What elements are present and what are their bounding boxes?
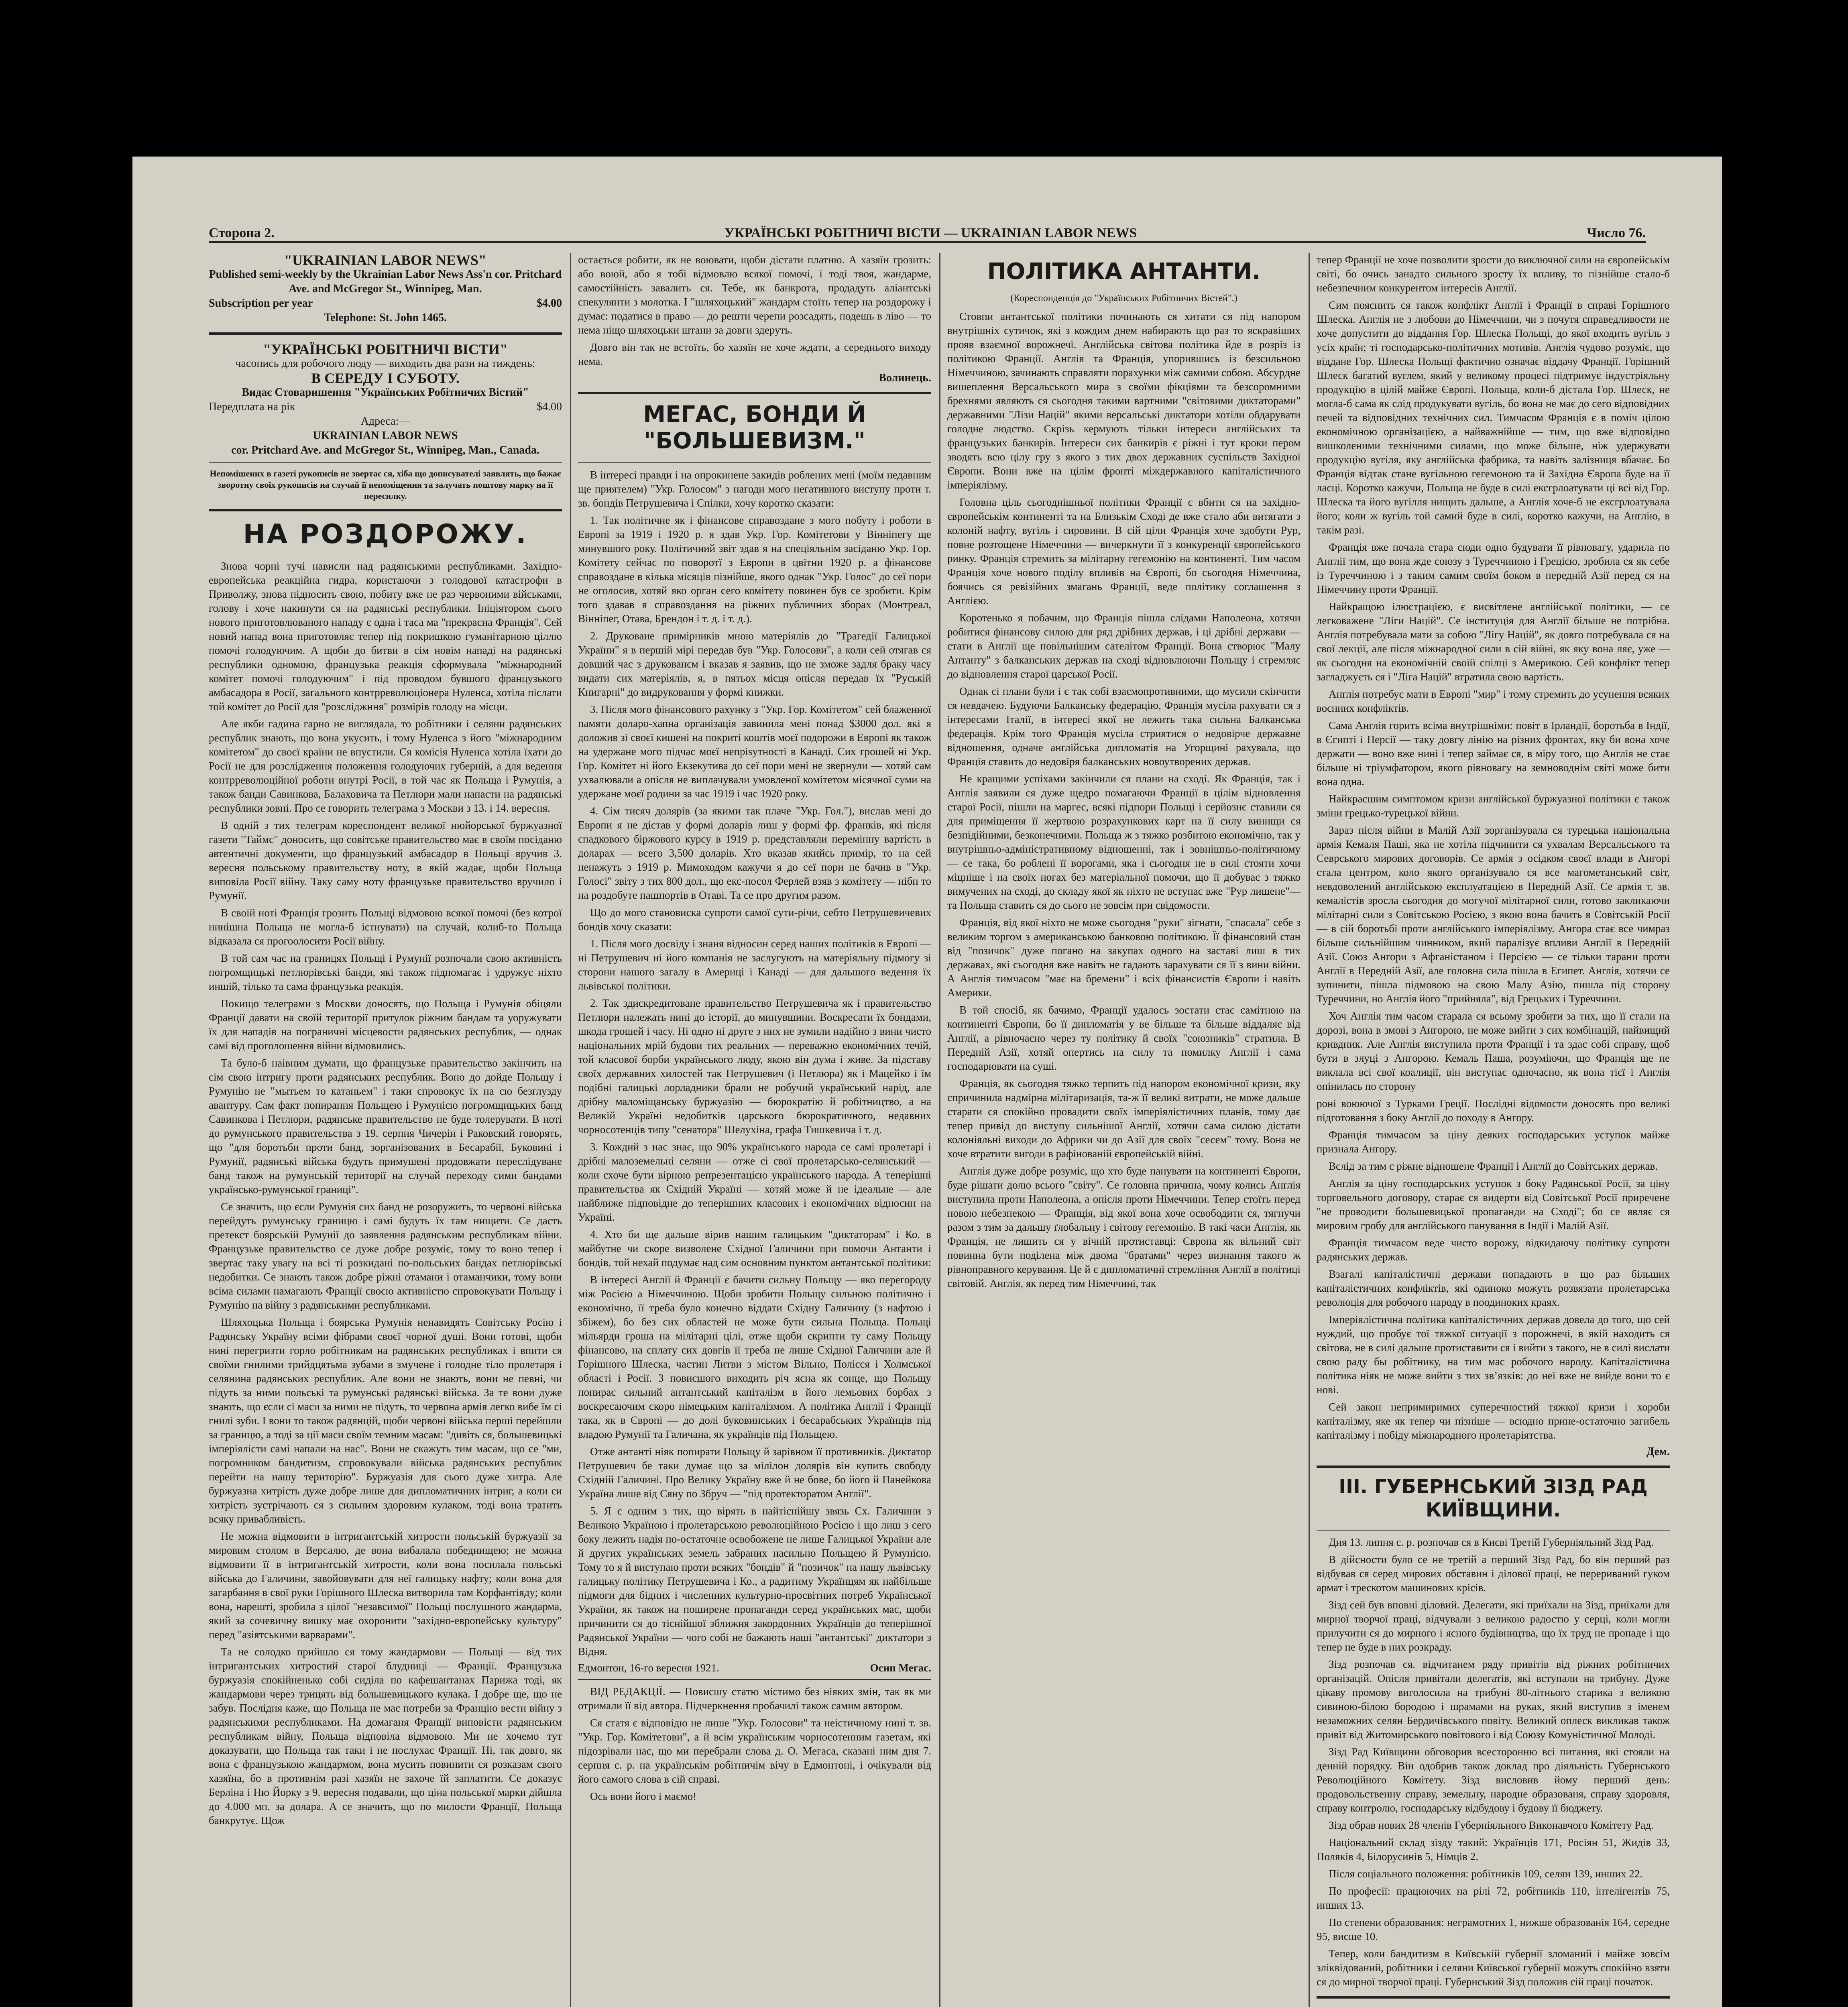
- paragraph: 4. Сім тисяч долярів (за якими так плаче "Укр. Гол."), вислав мені до Европи я не дістав у формі доларів лиш у формі фр. франків, які після спадкового біржового курсу в 1919 р. представляли перемінну вартість в доларах — всего 3,500 доларів. Хто вказав якийсь примір, то на сей ненажуть з 1919 р. Мимоходом кажучи я до сеї пори не бачив в "Укр. Голосі" звіту з тих 800 дол., що екс-посол Ферлей взяв з комітету — нібн то на роздобуте пашпортів в Отаві. Та се про другим разом.: [578, 805, 931, 901]
- paragraph: 1. Так політичне як і фінансове справоздане з мого побуту і роботи в Европі за 1919 і 1920 р. я здав Укр. Гор. Комітетови у Вінніпегу ще минувшого року. Політичний звіт здав я на спеціяльнім засіданю Укр. Гор. Комітету сейчас по поворотї з Европи в цвітни 1920 р. а фінансове справоздане в кілька місяців пізнійше, якого однак "Укр. Голос" до сеї пори не оголосив, хотяй яко орган сего комітету повинен був се зробити. Крім того здавав я справоздання на ріжних публичних зборах (Монтреал, Вінніпег, Отава, Брендон і т. д. і т. д.).: [578, 514, 931, 625]
- paragraph: остається робити, як не воювати, щоби дістати платню. А хазяїн грозить: або воюй, або я тобі відмовлю всякої помочі, і тоді твоя, жандарме, самостійність завалить ся. Тебе, як банкрота, продадуть аліантські спекулянти з молотка. І "шляхоцький" жандарм стоїть тепер на роздорожу і думає: податися в право — до решти черепи розсадять, подешь в ліво — то нема ніщо шляхоцьки штани за довги здеруть.: [578, 254, 931, 336]
- article-subtitle: (Кореспонденція до "Українських Робітничих Вістей".): [1010, 293, 1237, 303]
- paragraph: Сей закон непримиримих суперечностий тяжкої кризи і хороби капіталізму, яке як тепер чи пізніше — всюдно прине-остаточно загибель капіталізму і побіду міжнародного пролетаріятства.: [1317, 1401, 1670, 1441]
- paragraph: Франція тимчасом веде чисто ворожу, відкидаючу політику супроти радянських держав.: [1317, 1237, 1670, 1263]
- paragraph: В своїй ноті Франція грозить Польщі відмовою всякої помочі (без котрої нинішна Польща не могла-б істнувати) на случай, колиб-то Польща відказала ся прогоолосити Росії війну.: [209, 907, 562, 947]
- paragraph: Стовпи антантської політики починають ся хитати ся під напором внутрішніх сутичок, які з кождим днем набирають що раз то яскравіших прояв взаємної ворожнечі. Англійська світова політика йде в розріз із політикою Франції. Англія та Франція, упорившись із безсильною Німеччиною, зачинають справляти порахунки між самими собою. Абсурдне вишеплення Версальського мира з своїми фікціями та безсоромними брехнями являють ся сьогодня такими вартними "світовими диктаторами" державними "Лізи Націй" якими версальські диктатори хотіли обдарувати голодне людство. Скрізь кермують тільки інтереси англійських та французьких банкирів. Інтереси сих банкирів є ріжні і тут кроки пером зводять всю цілу гру з якого з тих двох державних суспільств Західної Європи. Вони вже на цілім фронті міждержавного капіталістичного імперіялізму.: [947, 310, 1301, 491]
- paragraph: По професії: працюючих на рілі 72, робітників 110, інтелігентів 75, инших 13.: [1317, 1885, 1670, 1911]
- paragraph: Зізд обрав нових 28 членів Губерніяльного Виконавчого Комітету Рад.: [1329, 1819, 1654, 1831]
- paragraph: Головна ціль сьогоднішньої політики Франції є вбити ся на західно-європейськім континенті та на Близькім Сході де вже стало аби витягати з колоній нафту, вугіль і сировини. В сій ціли Франція хоче здобути Рур, повне розтощене Німеччини — вичеркнути її з конкуренції європейського ринку. Франція стремить за мілітарну гегемонію на континенті. Тим часом Франція хоче нового поділу впливів на Європі, бо сьогодня Німеччина, боячись ся ревізійних змагань Франції, веде політику соглашення з Англією.: [947, 496, 1301, 607]
- newspaper-title: УКРАЇНСЬКІ РОБІТНИЧІ ВІСТИ — UKRAINIAN LABOR NEWS: [724, 226, 1137, 240]
- column-divider: [570, 253, 571, 2007]
- column-divider: [1309, 253, 1310, 2007]
- paragraph: 4. Хто би ще дальше вірив нашим галицьким "диктаторам" і Ко. в майбутне чи скоре визволене Східної Галичини при помочи Антанти і бондів, той нехай подумає над сим основним пунктом антантської політики:: [578, 1228, 931, 1268]
- column-divider: [939, 253, 940, 2007]
- address-street: cor. Pritchard Ave. and McGregor St., Winnipeg, Man., Canada.: [231, 444, 539, 456]
- paragraph: Не можна відмовити в інтригантській хитрости польській буржуазії за мировим столом в Версалю, де вона вибалала победнищею; не можна відмовити її в інтригантській хитрости, коли вона посилала польські війська до Галичини, завойовувати для неї галицьку нафту; коли вона для загарбання в свої руки Горішного Шлеска витворила там Корфантіяду; коли вона, нарешті, зробила з цілої "незавсимої" Польщі послушного жандарма, який за сочевичну вишку має охоронити "західно-европейську культуру" перед "азіятськими варварами".: [209, 1530, 562, 1641]
- paragraph: Франція, як сьогодня тяжко терпить під напором економічної кризи, яку спричинила надмірна мілітаризація, та-ж її великі витрати, не може дальше старати ся спокійно провадити своїх імперіялістичних планів, тому дає тепер привід до виступу сильнішої Англії, хотячи сама силою дістати колоніяльні виходи до Африки чи до Азії для своїх "сесем" тому. Вона не хоче втратити вигоди в рафінованій європейській війні.: [947, 1077, 1301, 1160]
- paragraph: Взагалі капіталістичні держави попадають в що раз більших капіталістичних конфліктів, які одиноко можуть розвязати пролетарська революція для робочого народу в поодиноких краях.: [1317, 1268, 1670, 1308]
- divider: [209, 509, 562, 511]
- paragraph: Зізд Рад Київщини обговорив всесторонню всі питання, які стояли на денній порядку. Він одобрив також доклад про діяльність Губернського Революційного Комітету. Зізд висловив йому перший день: продовольственну справу, земельну, народне образованя, справу здоровля, справу контролю, господарську відбудову і будову її бюджету.: [1317, 1746, 1670, 1814]
- divider: [1317, 1530, 1670, 1531]
- masthead-frequency: часопись для робочого люду — виходить два рази на тиждень:: [235, 357, 535, 370]
- paragraph: Найкращою ілюстрацією, є висвітлене англійської політики, — се легковажене "Ліги Націй". Се інституція для Англії більше не потрібна. Англія потребувала мати за собою "Лігу Націй", як довго потребувала ся на свої лекції, але після міжнародної сили в сій війні, як яку вона ляє, уже — як сьогодня на економічній своїй спілці з Америкою. Сей конфлікт тепер загладжуєть ся і "Ліга Націй" втратила свою вартість.: [1317, 600, 1670, 683]
- masthead-english: [209, 253, 562, 325]
- paragraph: Коротенько я побачим, що Франція пішла слідами Наполеона, хотячи робитися фінансову силою для ряд дрібних держав, і ці дрібні держави — стати в Англії ще повільнішим сателітом Франції. Вона створює "Малу Антанту" з балканських держав на сході відновлюючи Польщу і стремляє до відновлення старої царської Росії.: [947, 612, 1301, 680]
- paragraph: 5. Я є одним з тих, що вірять в найтіснійшу звязь Сх. Галичини з Великою Україною і пролетарською революційною Росією і що лиш з сего боку лежить надія по-остаточне освобожене не лише Галицької України але й других українських земель забраних насильно Польщею й Румунією. Тому то я й виступаю проти всяких "бондів" й "позичок" на нашу львівську галицьку політику Петрушевича і Ко., а радитиму Українцям як найбільше підмоги для бідних і численних культурно-просвітних потреб Української України, як також на поширене пропаганди серед українських мас, щоби причинити ся до тіснійшої зближня закордонних Українців до теперішної Радянської України — чого собі не бажають наші "антантські" диктатори з Відня.: [578, 1505, 931, 1657]
- newspaper-page: [132, 157, 1722, 2007]
- editorial-note: Ся статя є відповідю не лише "Укр. Голосови" та неістичному нині т. зв. "Укр. Гор. Комітетови", а й всім українським чорносотенним газетам, які підозрівали нас, що ми перебрали слова д. О. Мегаса, сказані ним дня 7. серпня с. р. на українськім робітничім вічу в Едмонтоні, і очікували від його самого слова в сій справі.: [578, 1717, 931, 1785]
- paragraph: Знова чорні тучі нависли над радянськими республиками. Західно-европейська реакційна гидра, користаючи з голодової катастрофи в Приволжу, знова підносить свою, побиту вже не раз червоними військами, голову і хоче накинути ся на радянські республики. Ініціятором сього нового приготовлюваного нападу є одна і таса ма "прекрасна Франція". Сей новий напад вона приготовляє тепер під покришкою гуманітарною ціллю помочі голодуючим. А щоби до битви в сім новім нападі на радянські республики одномою, французька реакція сформувала "міжнародний комітет помочі голодуючим" і під проводом бувшого французького амбасадора в Росії, загального контрреволюціонера Нуленса, хотіла післати той комітет до Росії для "розсліджння" розмірів голоду на місци.: [209, 560, 562, 712]
- article-signoff: [578, 1662, 931, 1674]
- article-title: НА РОЗДОРОЖУ.: [243, 519, 528, 550]
- masthead-published: Published semi-weekly by the Ukrainian Labor News Ass'n cor. Pritchard Ave. and McGregor St., Winnipeg, Man.: [209, 268, 562, 295]
- divider: [209, 332, 562, 335]
- paragraph: 3. Кождий з нас знає, що 90% українського народа се самі пролетарі і дрібні малоземельні селяни — отже сі свої пролетарсько-селянський — коли схоче бути вірною репрезентацією українського народа. А теперішні правительства як Східній Україні — хотяй може й не ідеальне — але найближе підповідне до теперішних класових і економічних відносин на Україні.: [578, 1141, 931, 1223]
- paragraph: роні воюючої з Турками Греції. Послідні відомости доносять про великі підготовання з боку Англії до походу в Ангору.: [1317, 1097, 1670, 1124]
- divider: [209, 462, 562, 463]
- paragraph: 2. Так здискредитоване правительство Петрушевича як і правительство Петлюри належать нині до історії, до минувшини. Воскресати їх бондами, шкода грошей і часу. Ні одно ні друге з них не зумили надійно з вини чисто національних мрій будови тих реальних — переважно економічних течій, той класової борби українського люду, якою він дума і живе. За підставу своїх державних хилостей так Петрушевич (і Петлюра) як і Мацейко і їм подібні галицькі лорладники брали не робучий український нарід, але дрібну маломіщанську буржуазію — бюрократію й робітництво, а на Великій Україні недобитків царського бюрократичного, недавних чорносотенців типу "сенатора" Шелухіна, графа Тишкевича і т. д.: [578, 997, 931, 1136]
- column-1: [209, 253, 562, 2007]
- subscription-row-en: [209, 296, 562, 311]
- paragraph: По степени образования: неграмотних 1, нижше образованія 164, середне 95, висше 10.: [1317, 1916, 1670, 1942]
- paragraph: Найкрасшим симптомом кризи англійської буржуазної політики є також зміни грецько-турецької війни.: [1317, 793, 1670, 819]
- masthead-ukrainian: [209, 342, 562, 502]
- paragraph: Франція, від якої ніхто не може сьогодня "руки" зігнати, "спасала" себе з великим торгом з американською банковою політикою. Її фінансовий стан від "позичок" дуже погано на закупах одного на заставі лиш в тих державах, які сьогодня вже навіть не гадають зарахувати ся її з вини війни. А Англія тимчасом "має на бремени" і всіх фінансистів Європи і навіть Америки.: [947, 916, 1301, 999]
- article-title: ПОЛІТИКА АНТАНТИ.: [987, 259, 1261, 285]
- paragraph: Імперіялістична політика капіталістичних держав довела до того, що сей нуждий, що пробує тої тяжкої ситуації з порожнечі, в якій находить ся світова, не в силі дальше протиставити ся і вийти з такого, не в силі вислати свою раду бы робітнику, на тим мас робочого народу. Капіталістична політика ніяк не може вийти з тих зв’язків: до неї вже не вийде вони то є нові.: [1317, 1313, 1670, 1396]
- article-title: МЕГАС, БОНДИ Й "БОЛЬШЕВИЗМ.": [643, 401, 866, 454]
- page-number: Сторона 2.: [209, 226, 275, 240]
- article-author: Дем.: [1646, 1445, 1670, 1458]
- paragraph: Не кращими успіхами закінчили ся плани на сході. Як Франція, так і Англія заявили ся дуже щедро помагаючи Франції в цілім відновлення старої Росії, пішли на маргес, всякі підпори Польщі і серйознє ставили ся для приміщення її жертвою розрахункових карт на її силу винищи ся безпідійними, безконечними. Польща ж з тяжко розбитою економічно, так у внутрішньо-адміністративному відношенні, так і зовнішньо-політичному — се така, бо роблені її ворогами, яка і сьогодня не в силі стояти хочи міцніше і на своїх ногах без матеріальної помочи, що її добуває з тяжко вимучених на сході, до складу якої як ніхто не вступає вже "Рур лишене"— та Польща ставить ся до сього не зовсім при свідомости.: [947, 773, 1301, 911]
- divider: [1317, 1996, 1670, 1999]
- paragraph: Сим пояснить ся також конфлікт Англії і Франції в справі Горішного Шлеска. Англія не з любови до Німеччини, чи з почутя справедливости не хоче допустити до віддання Гор. Шлеска Польщі, до якої входить вугіль з усіх країн; ті господарсько-політичних мотивів. Англія чудово розуміє, що віддане Гор. Шлеска Польщі фактично означає віддачу Франції. Горішний Шлеск багатий вуглем, який у великому процесі підтримує індустріяльну продукцію в цілій майже Європі. Польща, коли-б дістала Гор. Шлеск, не могла-б сама як слід продукувати вугіль, бо вона не має до сего відповідних печей та відповідних технічних сил. Тимчасом Франція є в поміч цілою економічною організацією, а найважнійше — тим, що вже відповідно вишколеними технічними силами, що може більше, ніж удержувати продукцію вугіля, яку англійська фабрика, та навіть залізниця вбачає. Бо Франція відтак стане вугільною гегемоною та й Західна Європа буде на її ласці. Коротко кажучи, Польща не буде в силі ексгрлоатувати ці всі від Гор. Шлеска та його вугілля нищить дальше, а Англія хоче-б не ексгрлоатувала його; коли ж вугіль той самий буде в силі, коротко кажучи, на Англію, в такім разі.: [1317, 299, 1670, 536]
- paragraph: Що до мого становиска супроти самої сути-річи, себто Петрушевичевих бондів хочу сказати:: [578, 906, 931, 932]
- address-name: UKRAINIAN LABOR NEWS: [313, 429, 458, 442]
- subscription-row-ua: [209, 400, 562, 414]
- subscription-label-ua: Передплата на рік: [209, 401, 295, 413]
- article-author: Волинець.: [879, 372, 931, 384]
- place-date: Едмонтон, 16-го вересня 1921.: [578, 1662, 719, 1674]
- paragraph: Однак сі плани були і є так собі взаємопротивними, що мусили скінчити ся невдачею. Будуючи Балканську федерацію, Франція мусіла рахувати ся з інтересами Італії, в інтересі якої не лежить така сильна Балканська федерація. Крім того Франція мусіла стриятися о недовірче державне відношення, одначе англійська дипломатія на Угорщині рахувала, що Франція ставить до недовіря балканських новоутворених держав.: [947, 685, 1301, 767]
- paragraph: Дня 13. липня с. р. розпочав ся в Києві Третій Губерніяльний Зізд Рад.: [1329, 1536, 1654, 1548]
- divider: [578, 392, 931, 394]
- paragraph: Тепер, коли бандитизм в Київській губернії зломаний і майже зовсім зліквідований, робітники і селяни Київської губернії можуть спокійно взяти ся до мирної творчої праці. Губернський Зізд положив сій праці початок.: [1317, 1948, 1670, 1988]
- page-header: [209, 205, 1646, 243]
- paragraph: В дійсности було се не третій а перший Зізд Рад, бо він перший раз відбував ся серед мирових обставин і ділової праці, не перериваний гуком армат і трескотом машинових крісів.: [1317, 1553, 1670, 1594]
- paragraph: Але якби гадина гарно не виглядала, то робітники і селяни радянських республик знають, що вона укусить, і тому Нуленса з його "міжнародним комітетом" до своєї країни не впустили. Ся комісія Нуленса хотіла їхати до Росії не для розслідження положення голодуючих губерній, а для ведення контрреволюційної роботи внутрі Росії, в той час як Польща і Румунія, а також банди Савинкова, Балаховича та Петлюри мали напасти на радянські республики зовні. Про се говорить телеграма з Москви з 13. і 14. вересня.: [209, 718, 562, 814]
- paragraph: Зізд розпочав ся. відчитанем ряду привітів від ріжних робітничих організацій. Опісля привітали делегатів, які вступали на трибуну. Дуже цікаву промову виголосила на трибуні 80-літнього старика з великою сивиною-білою бородою і шрамами на руках, який виступив з іменем незаможних селян Бердичівського повіту. Великий оплеск викликав також привіт від Житомирського повітового і від Союзу Комуністичної Молоді.: [1317, 1658, 1670, 1740]
- paragraph: 1. Після мого досвіду і знаня відносин серед наших політиків в Европі — ні Петрушевич ні його компанія не заслугують на матеріяльну підмогу зі сторони нашого загалу в Америці і Канаді — для дальшого ведення їх львівської політики.: [578, 938, 931, 992]
- paragraph: Сама Англія горить всіма внутрішніми: повіт в Ірландії, боротьба в Індії, в Єгипті і Персії — таку довгу лінію на різних фронтах, яку би вона хоче держати — воно вже нині і тепер займає ся, в міру того, що Англія не стає більше ні тріумфатором, якого рівновагу на земноводнім світі може бити вона одна.: [1317, 719, 1670, 788]
- divider: [1317, 1466, 1670, 1468]
- paragraph: Англія дуже добре розуміє, що хто буде панувати на континенті Європи, буде рішати долю всього "світу". Се головна причина, чому колись Англія виступила проти Наполеона, а опісля проти Німеччини. Тепер стоїть перед новою небезпекою — Франція, від якої вона хоче освободити ся, тягнучи разом з тим за дальшу ґлобальну і світову гегемонію. В такі часи Англія, як Франція, не лишить ся у вічній протиставці: Європа як вільний світ повинна бути поділена між двома "братами" через визнання такого ж рівноправного керування. Це й є дипломатичні стремління Англії в політиці світовій. Англія, як перед тим Німеччині, так: [947, 1165, 1301, 1289]
- paragraph: Англія за ціну господарських уступок з боку Радянської Росії, за ціну торговельного договору, старає ся видерти від Совітської Росії приречене "не проводити большевицької пропаганди на Сході"; бо се являє ся мировим гробу для англійського панування в Індії і Малій Азії.: [1317, 1177, 1670, 1231]
- paragraph: Франція тимчасом за ціну деяких господарських уступок майже признала Ангору.: [1317, 1129, 1670, 1155]
- editorial-note: ВІД РЕДАКЦІЇ. — Повисшу статю містимо без ніяких змін, так як ми отримали її від автора. Підчеркнення пробачилі також самим автором.: [578, 1685, 931, 1712]
- paragraph: Після соціального положення: робітників 109, селян 139, инших 22.: [1329, 1868, 1642, 1880]
- paragraph: 3. Після мого фінансового рахунку з "Укр. Гор. Комітетом" сей блаженної памяти доларо-хапна організація завинила мені понад $3000 дол. які я доложив зі своєї кишені на покриті коштів моєї подорожи в Европі як також на удержане мого підчас моєї непрisутності в Канаді. Сих грошей ні Укр. Гор. Комітет ні його Екзекутива до сеї пори мені не звернули — хотяй сам ухвалювали а опісля не виплачували умовленої комітетом місячної суми на удержане моєї родини за час 1919 і час 1920 року.: [578, 703, 931, 800]
- paragraph: Се значить, що єсли Румунія сих банд не розоружить, то червоні війська перейдуть румунську границю і самі будуть їх там нищити. Се дасть претекст боярській Румунії до заявлення радянським республикам війни. Французьке правительство се дуже добре розуміє, тому то воно тепер і звертає таку увагу на всі ті розкидані по-польських бандах петлюрівські недобитки. Се знають також добре ріжні отамани і отаманчики, тому вони всіма силами намагають Франції своєю активністю спровокувати Польщу і Румунію на війну з радянськими республиками.: [209, 1201, 562, 1311]
- paragraph: Шляхоцька Польща і боярська Румунія ненавидять Совітську Росію і Радянську Україну всіми фібрами своєї чорної душі. Вони готові, щоби нині перегризти горло робітникам на радянських республиках і впити ся своїми гнилими трийдцятьма зубами в змучене і голодне тіло пролетаря і селянина радянських республик. Але вони не знають, вони не певні, чи підуть за ними польські та румунські радянські війська. За те вони дуже знають, що єсли сі маси за ними не підуть, то червона армія легко вибе їм сі гнилі зуби. І вони то також радянцій, щоби червоні війська перші перейшли за границю, а тоді за ції маси своїм темним масам: "дивіть ся, большевицькі імперіялісти самі напали на нас". Вони не скажуть тим масам, що се "ми, погромником бандитизм, спровокували війська радянських республик перейти на нашу територію". Буржуазія для сього дуже хитра. Але буржуазна хитрість дуже добре лише для дипломатичних інтриг, а коли си хитрість зустрічають ся з сильним здоровим кулаком, тоді вона тратить всяку привабливість.: [209, 1316, 562, 1525]
- masthead-telephone: Telephone: St. John 1465.: [324, 311, 447, 324]
- paragraph: Національний склад зізду такий: Українців 171, Росіян 51, Жидів 33, Поляків 4, Білорусинів 5, Німців 2.: [1317, 1836, 1670, 1862]
- divider: [578, 1679, 931, 1680]
- paragraph: Покищо телеграми з Москви доносять, що Польща і Румунія обіцяли Франції давати на своїй території притулок ріжним бандам та уоружувати їх для нападів на пограничні місцевости радянських республик, — однак самі від проголошення війни відмовились.: [209, 997, 562, 1052]
- divider: [578, 462, 931, 463]
- masthead-name-en: "UKRAINIAN LABOR NEWS": [284, 253, 487, 268]
- paragraph: В одній з тих телеграм кореспондент великої нюйорської буржуазної газети "Таймс" доносить, що совітське правительство має в своїм посіданю автентичні документи, що французький амбасадор в Польщі вручив 3. вересня польському правительству ноту, в якій жадає, щоби Польща виповіла Росії війну. Таку саму ноту французьке правительство вручило і Румунії.: [209, 819, 562, 902]
- paragraph: Франція вже почала стара сюди одно будувати її рівновагу, ударила по Англії тим, що вона жде союзу з Туреччиною і Грецією, зробила ся як себе із Туреччиною і з таким самим своїм боком в передній Азії перед ся на Німеччину проти Франції.: [1317, 541, 1670, 595]
- subscription-price-en: $4.00: [537, 297, 562, 309]
- paragraph: Та було-б наівним думати, що французьке правительство закінчить на сім свою інтригу проти радянських республик. Воно до дойде Польщу і Румунію не "мытьем то катаньем" і таки спровокує їх на сю безглузду авантуру. Сам факт попирання Польщею і Румунією погромщицьких банд Савинкова і Петлюри, радянське правительство не буде толерувати. В ноті до румунського правительства з 19. серпня Чичерін і Раковский говорять, що "для боротьби проти банд, зорганізованих в Бесарабії, Буковині і Румунії, радянські війська будуть примушені продовжати переслідуване банд також на румунській території на случай переходу сими бандами українсько-румунської границі".: [209, 1057, 562, 1195]
- paragraph: В той спосіб, як бачимо, Франції удалось зостати стає самітною на континенті Європи, бо її дипломатія у ве більше та більше віддаляє від Англії, а рівночасно через ту політику й своїх "союзників" стратила. В Передній Азії, хотяй опертись на силу та помилку Англії і сама господарювати на суші.: [947, 1004, 1301, 1072]
- paragraph: Довго він так не встоїть, бо хазяїн не хоче ждати, а середнього виходу нема.: [578, 341, 931, 367]
- paragraph: Отже антанті ніяк попирати Польщу й зарівном її противників. Диктатор Петрушевич бе таки думає що за мілілон долярів він купить свободу Східній Галичині. Про Велику Україну вже й не бове, бо його й Панейкова Україна лише від Сяну по Збруч — "під протекторатом Англії".: [578, 1445, 931, 1500]
- masthead-days: В СЕРЕДУ І СУБОТУ.: [311, 370, 460, 386]
- paragraph: Вслід за тим є ріжне відношене Франції і Англії до Совітських держав.: [1329, 1160, 1658, 1172]
- paragraph: Зараз після війни в Малій Азії зорганізувала ся турецька національна армія Кемаля Паші, яка не хотіла підчинити ся ухвалам Версальського та Севрського мирових договорів. Се армія з осідком своєї влади в Ангорі стала центром, коло якого організувало ся все магометанський світ, невдоволений англійською експлуатацією в Передній Азії. Се армія т. зв. кемалістів зросла сьогодня до могучої мілітарної сили, готово закликаючи мілітарні сили з Совітською Росією, з якою вона бачить в Совітській Росії — в сій боротьбі проти англійського імперіялізму. Ангора стає все чимраз більше сильнійшим чинником, який паралізує впливи Англії в Передній Азії. Союз Ангори з Афганістаном і Персією — се тільки тарани проти Англії в Передній Азії, але головна сила пішла в Египет. Англія, хотячи се зупинити, пішла підмовою на свою Малу Азію, пишла під сторону Туреччини, но Англія його "прийняла", від Грецьких і Туреччини.: [1317, 824, 1670, 1005]
- article-title: III. ГУБЕРНСЬКИЙ ЗІЗД РАД КИЇВЩИНИ.: [1339, 1476, 1648, 1521]
- paragraph: Та не солодко прийшло ся тому жандармови — Польщі — від тих інтригантських хитростий старої блудниці — Франції. Французька буржуазія спокійненько собі сиділа по кафешантанах Парижа тоді, як жандармови через трицять від большевицького кулака. І добре ще, що не забув. Послідня каже, що Польща не має потреби за Францію вести війну з радянськими республиками. На домаганя Франції виповісти радянським республикам війну, Польща відповіла відмовою. Ми не хочемо тут доказувати, що Польща так таки і не послухає Франції. Ні, так довго, як вона є французькою жандармом, вона мусить повинити ся розказам свого хазяїна, бо в противнім разі хазяїн не захоче їй заплатити. Се доказує Берліна і Ню Йорку з 9. вересня подавали, що ціна польської марки дійшла до 4.000 мп. за долара. А се значить, що по милости Франції, Польща банкрутує. Щож: [209, 1646, 562, 1826]
- paragraph: Хоч Англія тим часом старала ся всьому зробити за тих, що її стали на дорозі, вона в змові з Ангорою, не може вийти з сих комбінацій, найвищий кривдник. Але Англія виступила проти Франції і та здає собі справу, щоб бути в злуці з Ангорою. Кемаль Паша, розуміючи, що Франція ще не виклала всі свої коалиції, він виступає одночасно, як вона тієї і Англія опінилась по сторону: [1317, 1010, 1670, 1092]
- paragraph: Англія потребує мати в Европі "мир" і тому стремить до усунення всяких воєнних конфліктів.: [1317, 688, 1670, 714]
- column-2: [578, 253, 931, 2007]
- editorial-note: Ось вони його і маємо!: [590, 1790, 697, 1802]
- issue-number: Число 76.: [1587, 226, 1646, 240]
- masthead-publisher: Видає Стоваришення "Українських Робітничих Вістий": [242, 386, 529, 399]
- subscription-label-en: Subscription per year: [209, 297, 313, 309]
- column-4: [1317, 253, 1670, 2007]
- masthead-note: Непомішених в газеті рукописів не звертає ся, хіба що дописувателі заявлять, що бажає зворотну своїх рукописів на случай її непоміщення та залучать поштову марку на її пересилку.: [210, 468, 561, 501]
- address-label: Адреса:—: [360, 415, 410, 427]
- masthead-name-ua: "УКРАЇНСЬКІ РОБІТНИЧІ ВІСТИ": [263, 341, 508, 357]
- paragraph: 2. Друковане примірників мною матеріялів до "Трагедії Галицької України" я в першій мірі передав був "Укр. Голосови", а коли сей отягав ся довший час з друкованєм і вказав я заявив, що не зможе задля браку часу видати сих матеріялів, я, в пятьох місця опісля передав їх "Руській Книгарні" до видруковання у формі книжки.: [578, 630, 931, 698]
- paragraph: Зізд сей був вповні діловий. Делегати, які приїхали на Зізд, приїхали для мирної творчої праці, відчували з великою радостю у серці, коли могли прилучити ся до мирного і ясного будівництва, що їх труд не пропаде і що тепер не буде в них розкраду.: [1317, 1599, 1670, 1653]
- paragraph: В той сам час на границях Польщі і Румунії розпочали свою активність погромщицькі петлюрівські банди, які також підпомагає і удружує ніхто иншій, тілько та сама французька реакція.: [209, 952, 562, 992]
- subscription-price-ua: $4.00: [537, 401, 562, 413]
- article-author: Осип Мегас.: [870, 1662, 931, 1674]
- paragraph: В інтересі Англії й Франції є бачити сильну Польщу — яко перегороду між Росією а Німеччиною. Щоби зробити Польщу сильною політично і економічно, її треба було конечно віддати Східну Галичину (з нафтою і збіжем), бо без сих областей не може бути сильна Польща. Польщі мільярди гроша на мілітарні цілі, отже щоби скрипти ту саму Польщу фінансово, на сплату сих довгів її треба не лише Східної Галичини але й Горішного Шлеска, частин Литви з містом Вільно, Полісся і Холмської області і Росії. З повисшого виходить річ ясна як сонце, що Польщу попирає сильний антантський капіталізм в його лемьових борбах з воскресаючим скоро німецьким капіталізмом. А політика Англії і Франції така, як в Європі — до долі буковинських і бесарабських Українців під владою Румунії та Галичана, як українців під Польщею.: [578, 1274, 931, 1440]
- column-3: [947, 253, 1301, 2007]
- paragraph: тепер Франції не хоче позволити зрости до виключної сили на європейськім світі, бо очись занадто сильного зросту їх впливу, то пізнійше стало-б небезпечним конкурентом інтересів Англії.: [1317, 254, 1670, 294]
- paragraph: В інтересі правди і на опрокинене закидів роблених мені (моїм недавним ще приятелем) "Укр. Голосом" з нагоди мого негативного виступу проти т. зв. бондів Петрушевича і Спілки, хочу коротко сказати:: [578, 469, 931, 509]
